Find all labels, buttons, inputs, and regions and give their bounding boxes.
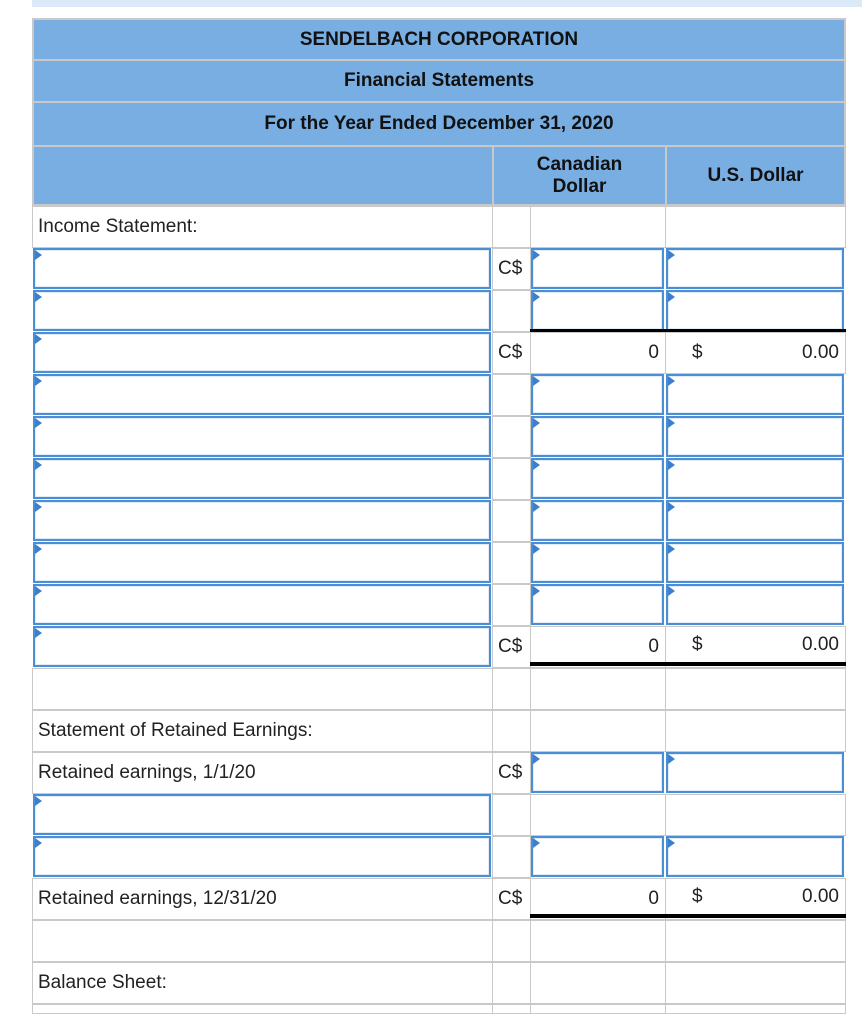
dropdown-flag-icon [533,292,540,302]
retained-cad-amount-input-2[interactable] [531,836,664,877]
dropdown-flag-icon [35,796,42,806]
retained-earnings-ending-label: Retained earnings, 12/31/20 [32,878,493,920]
income-total-cad-value: 0 [530,626,666,668]
cell [492,584,531,626]
cell [665,710,846,752]
cell [492,836,531,878]
income-cad-amount-input-2[interactable] [531,290,664,331]
top-strip [32,0,862,7]
income-cad-amount-input-6[interactable] [531,458,664,499]
statement-title: Financial Statements [32,59,846,103]
income-cad-amount-input-4[interactable] [531,374,664,415]
currency-symbol-cad: C$ [492,248,531,290]
currency-symbol-cad: C$ [492,626,531,668]
retained-usd-amount-input-2[interactable] [666,836,844,877]
dropdown-flag-icon [35,418,42,428]
income-account-select-9[interactable] [33,584,491,625]
cell [32,668,493,710]
cell [665,962,846,1004]
retained-beginning-usd-input[interactable] [666,752,844,793]
cell [492,290,531,332]
income-usd-amount-input-8[interactable] [666,542,844,583]
dropdown-flag-icon [35,460,42,470]
currency-symbol-usd: $ [692,634,703,655]
column-header-usd-label: U.S. Dollar [707,164,804,186]
income-usd-amount-input-9[interactable] [666,584,844,625]
dropdown-flag-icon [533,418,540,428]
dropdown-flag-icon [668,250,675,260]
currency-symbol-usd: $ [692,342,703,363]
income-account-select-1[interactable] [33,248,491,289]
cell [492,416,531,458]
income-account-select-3[interactable] [33,332,491,373]
retained-double-rule [530,914,846,918]
dropdown-flag-icon [668,544,675,554]
dropdown-flag-icon [668,502,675,512]
cell [492,794,531,836]
dropdown-flag-icon [668,418,675,428]
dropdown-flag-icon [533,250,540,260]
income-subtotal-cad-value: 0 [530,332,666,374]
dropdown-flag-icon [533,586,540,596]
cell [32,920,493,962]
cell [530,1004,666,1014]
cell [530,794,666,836]
income-account-select-10[interactable] [33,626,491,667]
cell [492,206,531,248]
dropdown-flag-icon [668,292,675,302]
cell [32,1004,493,1014]
retained-account-select-2[interactable] [33,836,491,877]
cell [492,374,531,416]
income-usd-amount-input-1[interactable] [666,248,844,289]
dropdown-flag-icon [533,754,540,764]
income-account-select-2[interactable] [33,290,491,331]
dropdown-flag-icon [533,502,540,512]
income-statement-label: Income Statement: [32,206,493,248]
income-subtotal-usd-value: 0.00 [802,342,839,363]
income-subtotal-usd-cell [665,332,846,374]
company-name: SENDELBACH CORPORATION [32,18,846,61]
dropdown-flag-icon [668,838,675,848]
dropdown-flag-icon [35,334,42,344]
cell [492,668,531,710]
dropdown-flag-icon [668,460,675,470]
column-header-canadian-label: Canadian Dollar [536,153,623,197]
currency-symbol-usd: $ [692,886,703,907]
cell [492,1004,531,1014]
cell [492,458,531,500]
income-account-select-8[interactable] [33,542,491,583]
header-blank [32,145,494,206]
income-cad-amount-input-9[interactable] [531,584,664,625]
cell [530,206,666,248]
dropdown-flag-icon [35,544,42,554]
dropdown-flag-icon [35,250,42,260]
retained-earnings-beginning-label: Retained earnings, 1/1/20 [32,752,493,794]
income-account-select-5[interactable] [33,416,491,457]
cell [530,668,666,710]
cell [492,542,531,584]
income-total-usd-value: 0.00 [802,634,839,655]
column-header-canadian-dollar [492,145,667,206]
total-double-rule [530,662,846,666]
currency-symbol-cad: C$ [492,332,531,374]
dropdown-flag-icon [668,586,675,596]
income-usd-amount-input-6[interactable] [666,458,844,499]
income-cad-amount-input-7[interactable] [531,500,664,541]
income-usd-amount-input-5[interactable] [666,416,844,457]
dropdown-flag-icon [35,838,42,848]
income-account-select-6[interactable] [33,458,491,499]
income-account-select-7[interactable] [33,500,491,541]
income-cad-amount-input-5[interactable] [531,416,664,457]
currency-symbol-cad: C$ [492,752,531,794]
cell [665,206,846,248]
cell [492,962,531,1004]
cell [492,500,531,542]
currency-symbol-cad: C$ [492,878,531,920]
income-usd-amount-input-4[interactable] [666,374,844,415]
income-cad-amount-input-1[interactable] [531,248,664,289]
dropdown-flag-icon [35,628,42,638]
column-header-us-dollar [665,145,846,206]
retained-ending-usd-value: 0.00 [802,886,839,907]
cell [665,794,846,836]
dropdown-flag-icon [668,754,675,764]
retained-beginning-cad-input[interactable] [531,752,664,793]
cell [530,710,666,752]
retained-account-select-1[interactable] [33,794,491,835]
retained-ending-cad-value: 0 [530,878,666,920]
income-account-select-4[interactable] [33,374,491,415]
dropdown-flag-icon [533,376,540,386]
dropdown-flag-icon [533,544,540,554]
dropdown-flag-icon [35,376,42,386]
cell [665,668,846,710]
income-usd-amount-input-7[interactable] [666,500,844,541]
cell [530,962,666,1004]
cell [492,920,531,962]
cell [530,920,666,962]
income-cad-amount-input-8[interactable] [531,542,664,583]
retained-earnings-section-label: Statement of Retained Earnings: [32,710,493,752]
dropdown-flag-icon [668,376,675,386]
dropdown-flag-icon [35,586,42,596]
dropdown-flag-icon [35,292,42,302]
cell [492,710,531,752]
cell [665,920,846,962]
cell [665,1004,846,1014]
dropdown-flag-icon [35,502,42,512]
dropdown-flag-icon [533,460,540,470]
income-usd-amount-input-2[interactable] [666,290,844,331]
period-title: For the Year Ended December 31, 2020 [32,101,846,147]
dropdown-flag-icon [533,838,540,848]
balance-sheet-section-label: Balance Sheet: [32,962,493,1004]
